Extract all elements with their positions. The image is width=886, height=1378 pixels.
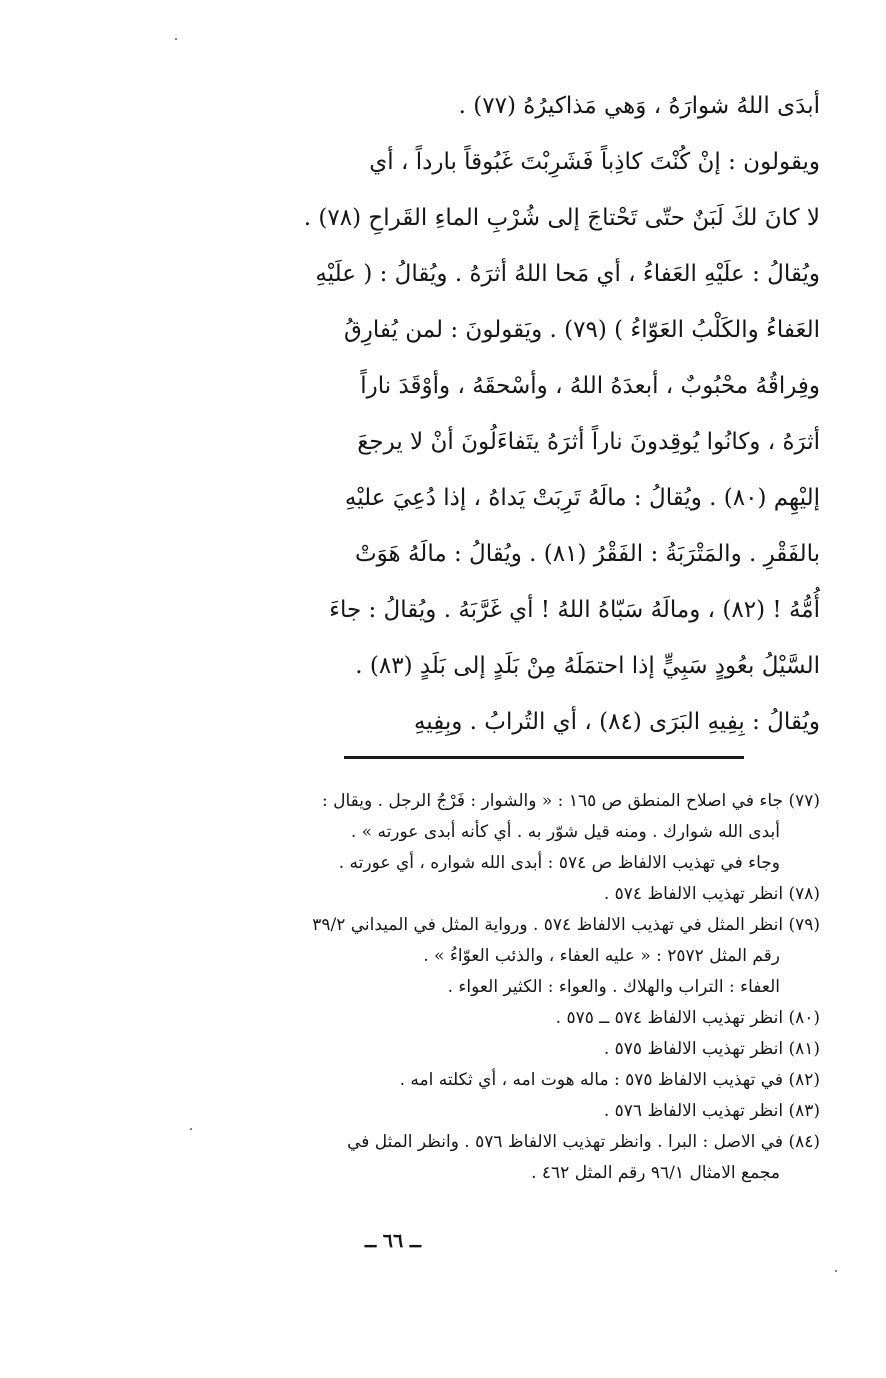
- footnote-line: العفاء : التراب والهلاك . والعواء : الكثير العواء .: [447, 977, 780, 997]
- main-text-block: [72, 78, 820, 750]
- page-number: ــ ٦٦ ــ: [365, 1230, 421, 1252]
- footnote-line: (٧٩) انظر المثل في تهذيب الالفاظ ٥٧٤ . ورواية المثل في الميداني ٣٩/٢: [312, 915, 820, 935]
- main-text-line: أثرَهُ ، وكانُوا يُوقِدونَ ناراً أثرَهُ يتَفاءَلُونَ أنْ لا يرجعَ: [357, 429, 820, 455]
- main-text-line: وفِراقُهُ محْبُوبٌ ، أبعدَهُ اللهُ ، وأسْحقَهُ ، وأوْقَدَ ناراً: [360, 373, 820, 399]
- scan-speck: [175, 38, 177, 40]
- footnote-line: (٨٤) في الاصل : البرا . وانظر تهذيب الالفاظ ٥٧٦ . وانظر المثل في: [347, 1132, 820, 1152]
- main-text-line: ويُقالُ : علَيْهِ العَفاءُ ، أي مَحا اللهُ أثرَهُ . ويُقالُ : ( علَيْهِ: [315, 261, 820, 287]
- main-text-line: ويقولون : إنْ كُنْتَ كاذِباً فَشَرِبْتَ غَبُوقاً بارداً ، أي: [369, 149, 820, 175]
- footnote-line: (٧٨) انظر تهذيب الالفاظ ٥٧٤ .: [603, 884, 820, 904]
- footnote-line: (٧٧) جاء في اصلاح المنطق ص ١٦٥ : « والشوار : فَرْجُ الرجل . ويقال :: [321, 791, 820, 811]
- scan-speck: [835, 1270, 837, 1272]
- footnotes-block: [70, 786, 820, 1189]
- footnote-line: وجاء في تهذيب الالفاظ ص ٥٧٤ : أبدى الله شواره ، أي عورته .: [338, 853, 780, 873]
- footnote-line: (٨٠) انظر تهذيب الالفاظ ٥٧٤ ــ ٥٧٥ .: [555, 1008, 820, 1028]
- footnote-separator-rule: [344, 756, 744, 759]
- scan-speck: [190, 1128, 192, 1130]
- main-text-line: لا كانَ لكَ لَبَنٌ حتّى تَحْتاجَ إلى شُرْبِ الماءِ القَراحِ (٧٨) .: [303, 205, 820, 231]
- main-text-line: أبدَى اللهُ شوارَهُ ، وَهي مَذاكيرُهُ (٧٧) .: [458, 93, 820, 119]
- footnote-line: مجمع الامثال ٩٦/١ رقم المثل ٤٦٢ .: [531, 1163, 780, 1183]
- footnote-line: أبدى الله شوارك . ومنه قيل شوّر به . أي كأنه أبدى عورته » .: [350, 822, 780, 842]
- main-text-line: السَّيْلُ بعُودٍ سَبِيٍّ إذا احتمَلَهُ مِنْ بَلَدٍ إلى بَلَدٍ (٨٣) .: [355, 653, 820, 679]
- footnote-line: (٨١) انظر تهذيب الالفاظ ٥٧٥ .: [603, 1039, 820, 1059]
- footnote-line: رقم المثل ٢٥٧٢ : « عليه العفاء ، والذئب العوّاءُ » .: [423, 946, 780, 966]
- main-text-line: بالفَقْرِ . والمَتْرَبَةُ : الفَقْرُ (٨١) . ويُقالُ : مالَهُ هَوَتْ: [355, 541, 820, 567]
- footnote-line: (٨٢) في تهذيب الالفاظ ٥٧٥ : ماله هوت امه ، أي ثكلته امه .: [399, 1070, 820, 1090]
- main-text-line: إليْهِم (٨٠) . ويُقالُ : مالَهُ تَرِبَتْ يَداهُ ، إذا دُعِيَ عليْهِ: [344, 485, 820, 511]
- main-text-line: ويُقالُ : بِفِيهِ البَرَى (٨٤) ، أي التُرابُ . وبِفِيهِ: [413, 709, 820, 735]
- main-text-line: العَفاءُ والكَلْبُ العَوّاءُ ) (٧٩) . ويَقولونَ : لمن يُفارِقُ: [343, 317, 820, 343]
- footnote-line: (٨٣) انظر تهذيب الالفاظ ٥٧٦ .: [603, 1101, 820, 1121]
- main-text-line: أُمُّهُ ! (٨٢) ، ومالَهُ سَبّاهُ اللهُ ! أي غَرَّبَهُ . ويُقالُ : جاءَ: [329, 597, 820, 623]
